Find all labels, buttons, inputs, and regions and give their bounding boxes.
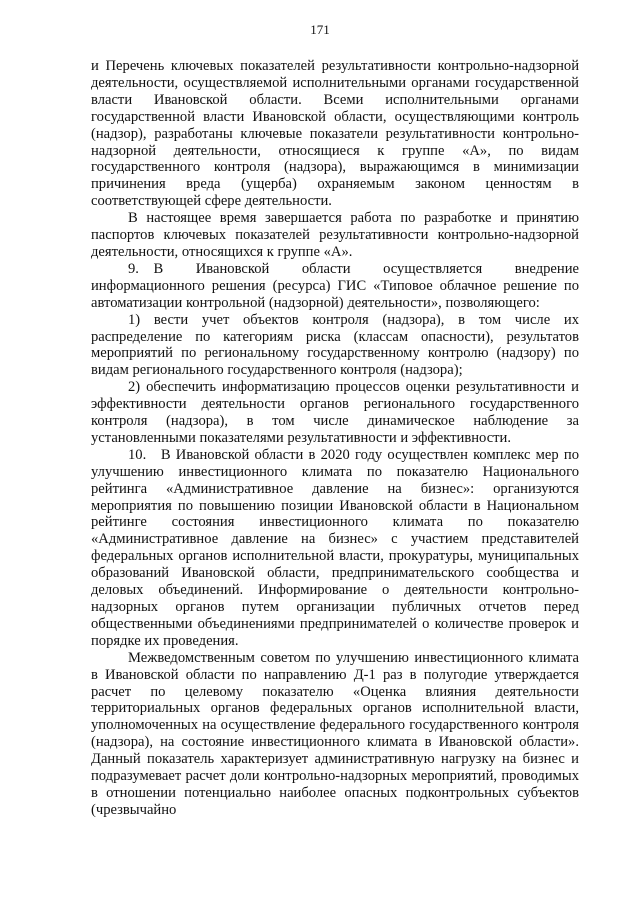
paragraph-item-9-gis: 9. В Ивановской области осуществляется внедрение информационного решения (ресурса) ГИС «Типовое облачное решение по автоматизации контрольной (надзорной) деятельности», позволяющего: bbox=[91, 260, 579, 311]
document-body bbox=[91, 58, 579, 819]
paragraph-item-10-investment: 10. В Ивановской области в 2020 году осуществлен комплекс мер по улучшению инвестиционного климата по показателю Национального рейтинга «Административное давление на бизнес»: организуются мероприятия по повышению позиции Ивановской области в Национальном рейтинге состояния инвестиционного климата по показателю «Административное давление на бизнес» с участием представителей федеральных органов исполнительной власти, прокуратуры, муниципальных образований Ивановской области, предпринимательского сообщества и деловых объединений. Информирование о деятельности контрольно-надзорных органов путем организации публичных отчетов перед общественными объединениями предпринимателей о количестве проверок и порядке их проведения. bbox=[91, 446, 579, 649]
page-number: 171 bbox=[310, 22, 330, 37]
paragraph-subitem-2: 2) обеспечить информатизацию процессов оценки результативности и эффективности деятельности органов регионального государственного контроля (надзора), в том числе динамическое наблюдение за установленными показателями результативности и эффективности. bbox=[91, 379, 579, 446]
paragraph-subitem-1: 1) вести учет объектов контроля (надзора), в том числе их распределение по категориям риска (классам опасности), результатов мероприятий по региональному государственному контролю (надзору) по видам регионального государственного контроля (надзора); bbox=[91, 311, 579, 379]
paragraph-interagency-council: Межведомственным советом по улучшению инвестиционного климата в Ивановской области по направлению Д-1 раз в полугодие утверждается расчет по целевому показателю «Оценка влияния деятельности территориальных органов федеральных органов исполнительной власти, уполномоченных на осуществление федерального государственного контроля (надзора), на состояние инвестиционного климата в Ивановской области». Данный показатель характеризует административную нагрузку на бизнес и подразумевает расчет доли контрольно-надзорных мероприятий, проводимых в отношении потенциально наиболее опасных подконтрольных субъектов (чрезвычайно bbox=[91, 649, 579, 818]
paragraph-passports-development: В настоящее время завершается работа по разработке и принятию паспортов ключевых показателей результативности контрольно-надзорной деятельности, относящихся к группе «А». bbox=[91, 210, 579, 260]
paragraph-performance-indicators: и Перечень ключевых показателей результативности контрольно-надзорной деятельности, осуществляемой исполнительными органами государственной власти Ивановской области. Всеми исполнительными органами государственной власти Ивановской области, осуществляющими контроль (надзор), разработаны ключевые показатели результативности контрольно-надзорной деятельности, относящиеся к группе «А», по видам государственного контроля (надзора), выражающимся в минимизации причинения вреда (ущерба) охраняемым законом ценностям в соответствующей сфере деятельности. bbox=[91, 58, 579, 210]
